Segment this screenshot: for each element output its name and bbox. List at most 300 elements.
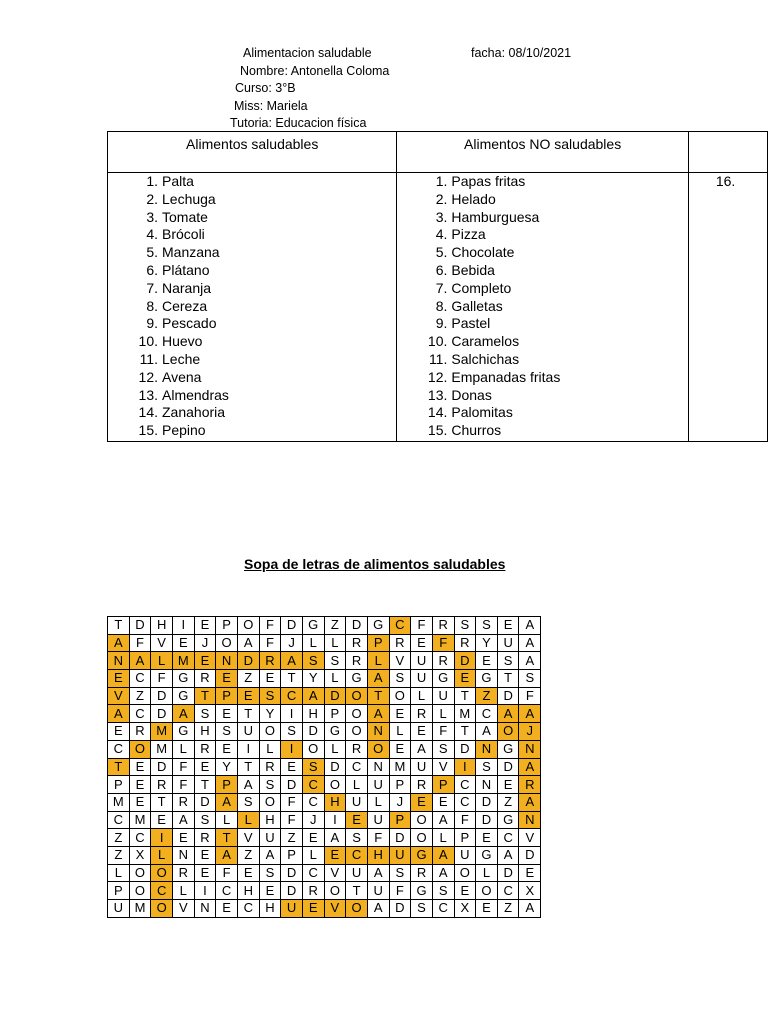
letter-cell[interactable]: H bbox=[302, 705, 324, 723]
letter-cell[interactable]: C bbox=[432, 900, 454, 918]
letter-cell[interactable]: L bbox=[476, 864, 498, 882]
letter-cell[interactable]: D bbox=[497, 864, 519, 882]
letter-cell[interactable]: R bbox=[454, 634, 476, 652]
letter-cell[interactable]: F bbox=[259, 617, 281, 635]
letter-cell[interactable]: E bbox=[519, 864, 541, 882]
letter-cell[interactable]: S bbox=[476, 617, 498, 635]
letter-cell[interactable]: T bbox=[454, 723, 476, 741]
letter-cell[interactable]: E bbox=[194, 617, 216, 635]
letter-cell[interactable]: D bbox=[302, 723, 324, 741]
letter-cell[interactable]: Y bbox=[216, 758, 238, 776]
letter-cell[interactable]: D bbox=[519, 846, 541, 864]
letter-cell[interactable]: A bbox=[519, 634, 541, 652]
letter-cell[interactable]: R bbox=[172, 864, 194, 882]
letter-cell[interactable]: I bbox=[454, 758, 476, 776]
letter-cell[interactable]: E bbox=[281, 758, 303, 776]
letter-cell[interactable]: N bbox=[216, 652, 238, 670]
letter-cell[interactable]: L bbox=[432, 705, 454, 723]
letter-cell[interactable]: G bbox=[497, 740, 519, 758]
letter-cell[interactable]: D bbox=[497, 758, 519, 776]
letter-cell[interactable]: E bbox=[108, 670, 130, 688]
letter-cell[interactable]: O bbox=[411, 829, 433, 847]
letter-cell[interactable]: S bbox=[476, 758, 498, 776]
letter-cell[interactable]: L bbox=[346, 776, 368, 794]
letter-cell[interactable]: N bbox=[519, 740, 541, 758]
letter-cell[interactable]: R bbox=[346, 652, 368, 670]
letter-cell[interactable]: O bbox=[302, 740, 324, 758]
letter-cell[interactable]: C bbox=[216, 882, 238, 900]
letter-cell[interactable]: U bbox=[281, 900, 303, 918]
letter-cell[interactable]: H bbox=[194, 723, 216, 741]
letter-cell[interactable]: P bbox=[389, 776, 411, 794]
letter-cell[interactable]: E bbox=[476, 829, 498, 847]
letter-cell[interactable]: Y bbox=[302, 670, 324, 688]
letter-cell[interactable]: R bbox=[259, 652, 281, 670]
letter-cell[interactable]: L bbox=[302, 846, 324, 864]
letter-cell[interactable]: D bbox=[454, 740, 476, 758]
letter-cell[interactable]: M bbox=[129, 900, 151, 918]
letter-cell[interactable]: T bbox=[237, 705, 259, 723]
letter-cell[interactable]: E bbox=[151, 811, 173, 829]
letter-cell[interactable]: E bbox=[259, 670, 281, 688]
letter-cell[interactable]: E bbox=[302, 900, 324, 918]
letter-cell[interactable]: Z bbox=[476, 687, 498, 705]
letter-cell[interactable]: A bbox=[497, 846, 519, 864]
letter-cell[interactable]: A bbox=[129, 652, 151, 670]
letter-cell[interactable]: C bbox=[302, 864, 324, 882]
letter-cell[interactable]: S bbox=[432, 740, 454, 758]
letter-cell[interactable]: U bbox=[237, 723, 259, 741]
letter-cell[interactable]: S bbox=[259, 776, 281, 794]
letter-cell[interactable]: U bbox=[367, 776, 389, 794]
letter-cell[interactable]: O bbox=[151, 900, 173, 918]
letter-cell[interactable]: R bbox=[151, 776, 173, 794]
letter-cell[interactable]: D bbox=[324, 687, 346, 705]
letter-cell[interactable]: E bbox=[454, 882, 476, 900]
letter-cell[interactable]: T bbox=[194, 776, 216, 794]
letter-cell[interactable]: L bbox=[389, 723, 411, 741]
letter-cell[interactable]: F bbox=[129, 634, 151, 652]
letter-cell[interactable]: C bbox=[497, 829, 519, 847]
letter-cell[interactable]: A bbox=[497, 705, 519, 723]
letter-cell[interactable]: D bbox=[389, 829, 411, 847]
letter-cell[interactable]: C bbox=[281, 687, 303, 705]
letter-cell[interactable]: S bbox=[281, 723, 303, 741]
letter-cell[interactable]: A bbox=[281, 652, 303, 670]
letter-cell[interactable]: S bbox=[237, 793, 259, 811]
letter-cell[interactable]: F bbox=[519, 687, 541, 705]
letter-cell[interactable]: I bbox=[324, 811, 346, 829]
letter-cell[interactable]: D bbox=[281, 776, 303, 794]
letter-cell[interactable]: M bbox=[389, 758, 411, 776]
letter-cell[interactable]: Y bbox=[259, 705, 281, 723]
letter-cell[interactable]: U bbox=[389, 846, 411, 864]
letter-cell[interactable]: O bbox=[129, 740, 151, 758]
letter-cell[interactable]: H bbox=[151, 617, 173, 635]
letter-cell[interactable]: A bbox=[108, 634, 130, 652]
letter-cell[interactable]: V bbox=[151, 634, 173, 652]
letter-cell[interactable]: E bbox=[411, 723, 433, 741]
letter-cell[interactable]: R bbox=[259, 758, 281, 776]
letter-cell[interactable]: M bbox=[172, 652, 194, 670]
letter-cell[interactable]: G bbox=[324, 723, 346, 741]
letter-cell[interactable]: M bbox=[454, 705, 476, 723]
letter-cell[interactable]: S bbox=[324, 652, 346, 670]
letter-cell[interactable]: G bbox=[172, 670, 194, 688]
letter-cell[interactable]: G bbox=[367, 617, 389, 635]
letter-cell[interactable]: A bbox=[476, 723, 498, 741]
letter-cell[interactable]: J bbox=[302, 811, 324, 829]
letter-cell[interactable]: C bbox=[454, 776, 476, 794]
letter-cell[interactable]: Z bbox=[497, 793, 519, 811]
letter-cell[interactable]: P bbox=[216, 617, 238, 635]
letter-cell[interactable]: V bbox=[324, 864, 346, 882]
letter-cell[interactable]: E bbox=[411, 634, 433, 652]
letter-cell[interactable]: J bbox=[194, 634, 216, 652]
letter-cell[interactable]: P bbox=[324, 705, 346, 723]
letter-cell[interactable]: E bbox=[129, 758, 151, 776]
letter-cell[interactable]: T bbox=[108, 617, 130, 635]
letter-cell[interactable]: E bbox=[324, 846, 346, 864]
letter-cell[interactable]: O bbox=[454, 864, 476, 882]
letter-cell[interactable]: L bbox=[172, 882, 194, 900]
letter-cell[interactable]: L bbox=[259, 740, 281, 758]
letter-cell[interactable]: L bbox=[411, 687, 433, 705]
letter-cell[interactable]: P bbox=[389, 811, 411, 829]
letter-cell[interactable]: E bbox=[194, 864, 216, 882]
letter-cell[interactable]: D bbox=[476, 811, 498, 829]
letter-cell[interactable]: G bbox=[476, 670, 498, 688]
letter-cell[interactable]: C bbox=[302, 776, 324, 794]
letter-cell[interactable]: X bbox=[129, 846, 151, 864]
letter-cell[interactable]: C bbox=[497, 882, 519, 900]
letter-cell[interactable]: J bbox=[389, 793, 411, 811]
letter-cell[interactable]: A bbox=[324, 829, 346, 847]
letter-cell[interactable]: C bbox=[389, 617, 411, 635]
letter-cell[interactable]: E bbox=[497, 617, 519, 635]
letter-cell[interactable]: A bbox=[432, 864, 454, 882]
letter-cell[interactable]: E bbox=[216, 900, 238, 918]
letter-cell[interactable]: E bbox=[129, 776, 151, 794]
letter-cell[interactable]: X bbox=[519, 882, 541, 900]
letter-cell[interactable]: G bbox=[172, 687, 194, 705]
letter-cell[interactable]: D bbox=[151, 758, 173, 776]
letter-cell[interactable]: R bbox=[411, 705, 433, 723]
letter-cell[interactable]: D bbox=[497, 687, 519, 705]
letter-cell[interactable]: P bbox=[281, 846, 303, 864]
letter-cell[interactable]: E bbox=[216, 670, 238, 688]
letter-cell[interactable]: E bbox=[237, 864, 259, 882]
letter-cell[interactable]: E bbox=[172, 634, 194, 652]
letter-cell[interactable]: E bbox=[346, 811, 368, 829]
letter-cell[interactable]: A bbox=[237, 776, 259, 794]
letter-cell[interactable]: F bbox=[151, 670, 173, 688]
letter-cell[interactable]: C bbox=[454, 793, 476, 811]
letter-cell[interactable]: E bbox=[389, 740, 411, 758]
letter-cell[interactable]: D bbox=[281, 617, 303, 635]
letter-cell[interactable]: G bbox=[302, 617, 324, 635]
letter-cell[interactable]: T bbox=[216, 829, 238, 847]
letter-cell[interactable]: O bbox=[346, 687, 368, 705]
letter-cell[interactable]: L bbox=[216, 811, 238, 829]
letter-cell[interactable]: G bbox=[411, 846, 433, 864]
letter-cell[interactable]: A bbox=[216, 793, 238, 811]
letter-cell[interactable]: N bbox=[194, 900, 216, 918]
letter-cell[interactable]: S bbox=[497, 652, 519, 670]
letter-cell[interactable]: G bbox=[411, 882, 433, 900]
letter-cell[interactable]: F bbox=[432, 723, 454, 741]
letter-cell[interactable]: L bbox=[432, 829, 454, 847]
letter-cell[interactable]: F bbox=[389, 882, 411, 900]
letter-cell[interactable]: A bbox=[259, 846, 281, 864]
letter-cell[interactable]: P bbox=[432, 776, 454, 794]
letter-cell[interactable]: T bbox=[194, 687, 216, 705]
letter-cell[interactable]: A bbox=[519, 617, 541, 635]
letter-cell[interactable]: H bbox=[259, 811, 281, 829]
letter-cell[interactable]: U bbox=[346, 793, 368, 811]
letter-cell[interactable]: H bbox=[237, 882, 259, 900]
letter-cell[interactable]: F bbox=[411, 617, 433, 635]
letter-cell[interactable]: G bbox=[346, 670, 368, 688]
letter-cell[interactable]: L bbox=[237, 811, 259, 829]
letter-cell[interactable]: T bbox=[367, 687, 389, 705]
letter-cell[interactable]: I bbox=[151, 829, 173, 847]
letter-cell[interactable]: O bbox=[346, 705, 368, 723]
letter-cell[interactable]: T bbox=[237, 758, 259, 776]
letter-cell[interactable]: E bbox=[389, 705, 411, 723]
letter-cell[interactable]: L bbox=[151, 652, 173, 670]
letter-cell[interactable]: O bbox=[346, 723, 368, 741]
letter-cell[interactable]: S bbox=[519, 670, 541, 688]
letter-cell[interactable]: M bbox=[108, 793, 130, 811]
letter-cell[interactable]: F bbox=[367, 829, 389, 847]
letter-cell[interactable]: R bbox=[194, 740, 216, 758]
letter-cell[interactable]: L bbox=[367, 652, 389, 670]
letter-cell[interactable]: O bbox=[259, 793, 281, 811]
letter-cell[interactable]: D bbox=[476, 793, 498, 811]
letter-cell[interactable]: U bbox=[411, 670, 433, 688]
letter-cell[interactable]: O bbox=[324, 882, 346, 900]
letter-cell[interactable]: E bbox=[432, 793, 454, 811]
letter-cell[interactable]: U bbox=[367, 882, 389, 900]
letter-cell[interactable]: D bbox=[324, 758, 346, 776]
letter-cell[interactable]: T bbox=[151, 793, 173, 811]
letter-cell[interactable]: A bbox=[172, 811, 194, 829]
letter-cell[interactable]: S bbox=[259, 687, 281, 705]
letter-cell[interactable]: A bbox=[302, 687, 324, 705]
letter-cell[interactable]: N bbox=[172, 846, 194, 864]
letter-cell[interactable]: O bbox=[129, 864, 151, 882]
letter-cell[interactable]: I bbox=[281, 740, 303, 758]
letter-cell[interactable]: R bbox=[432, 617, 454, 635]
letter-cell[interactable]: E bbox=[259, 882, 281, 900]
letter-cell[interactable]: A bbox=[519, 758, 541, 776]
letter-cell[interactable]: A bbox=[519, 793, 541, 811]
letter-cell[interactable]: V bbox=[108, 687, 130, 705]
letter-cell[interactable]: D bbox=[346, 617, 368, 635]
letter-cell[interactable]: C bbox=[151, 882, 173, 900]
letter-cell[interactable]: R bbox=[389, 634, 411, 652]
letter-cell[interactable]: S bbox=[389, 864, 411, 882]
letter-cell[interactable]: C bbox=[129, 829, 151, 847]
letter-cell[interactable]: C bbox=[346, 758, 368, 776]
letter-cell[interactable]: G bbox=[172, 723, 194, 741]
letter-cell[interactable]: O bbox=[324, 776, 346, 794]
letter-cell[interactable]: A bbox=[367, 864, 389, 882]
letter-cell[interactable]: C bbox=[108, 811, 130, 829]
letter-cell[interactable]: U bbox=[411, 758, 433, 776]
letter-cell[interactable]: R bbox=[346, 634, 368, 652]
letter-cell[interactable]: E bbox=[476, 652, 498, 670]
letter-cell[interactable]: L bbox=[302, 634, 324, 652]
letter-cell[interactable]: Z bbox=[108, 846, 130, 864]
letter-cell[interactable]: E bbox=[172, 829, 194, 847]
letter-cell[interactable]: R bbox=[411, 776, 433, 794]
letter-cell[interactable]: E bbox=[454, 670, 476, 688]
letter-cell[interactable]: C bbox=[302, 793, 324, 811]
letter-cell[interactable]: L bbox=[324, 670, 346, 688]
letter-cell[interactable]: V bbox=[519, 829, 541, 847]
letter-cell[interactable]: V bbox=[237, 829, 259, 847]
letter-cell[interactable]: O bbox=[151, 864, 173, 882]
letter-cell[interactable]: D bbox=[237, 652, 259, 670]
letter-cell[interactable]: A bbox=[519, 705, 541, 723]
letter-cell[interactable]: C bbox=[346, 846, 368, 864]
letter-cell[interactable]: O bbox=[411, 811, 433, 829]
letter-cell[interactable]: A bbox=[216, 846, 238, 864]
letter-cell[interactable]: P bbox=[108, 882, 130, 900]
letter-cell[interactable]: I bbox=[237, 740, 259, 758]
letter-cell[interactable]: H bbox=[367, 846, 389, 864]
letter-cell[interactable]: A bbox=[367, 900, 389, 918]
letter-cell[interactable]: N bbox=[367, 723, 389, 741]
letter-cell[interactable]: C bbox=[129, 705, 151, 723]
letter-cell[interactable]: I bbox=[194, 882, 216, 900]
letter-cell[interactable]: J bbox=[519, 723, 541, 741]
letter-cell[interactable]: X bbox=[454, 900, 476, 918]
letter-cell[interactable]: S bbox=[432, 882, 454, 900]
letter-cell[interactable]: M bbox=[129, 811, 151, 829]
letter-cell[interactable]: G bbox=[432, 670, 454, 688]
letter-cell[interactable]: N bbox=[476, 740, 498, 758]
letter-cell[interactable]: N bbox=[519, 811, 541, 829]
letter-cell[interactable]: A bbox=[432, 846, 454, 864]
letter-cell[interactable]: D bbox=[151, 705, 173, 723]
letter-cell[interactable]: R bbox=[346, 740, 368, 758]
letter-cell[interactable]: A bbox=[519, 900, 541, 918]
letter-cell[interactable]: O bbox=[367, 740, 389, 758]
letter-cell[interactable]: V bbox=[324, 900, 346, 918]
letter-cell[interactable]: O bbox=[476, 882, 498, 900]
letter-cell[interactable]: E bbox=[129, 793, 151, 811]
letter-cell[interactable]: T bbox=[281, 670, 303, 688]
letter-cell[interactable]: C bbox=[129, 670, 151, 688]
letter-cell[interactable]: V bbox=[432, 758, 454, 776]
letter-cell[interactable]: R bbox=[302, 882, 324, 900]
letter-cell[interactable]: A bbox=[237, 634, 259, 652]
letter-cell[interactable]: P bbox=[108, 776, 130, 794]
letter-cell[interactable]: L bbox=[324, 634, 346, 652]
letter-cell[interactable]: R bbox=[194, 670, 216, 688]
letter-cell[interactable]: A bbox=[519, 652, 541, 670]
letter-cell[interactable]: N bbox=[108, 652, 130, 670]
letter-cell[interactable]: A bbox=[172, 705, 194, 723]
letter-cell[interactable]: T bbox=[454, 687, 476, 705]
letter-cell[interactable]: L bbox=[367, 793, 389, 811]
letter-cell[interactable]: P bbox=[367, 634, 389, 652]
letter-cell[interactable]: P bbox=[216, 776, 238, 794]
letter-cell[interactable]: E bbox=[302, 829, 324, 847]
letter-cell[interactable]: L bbox=[108, 864, 130, 882]
letter-cell[interactable]: U bbox=[346, 864, 368, 882]
letter-cell[interactable]: S bbox=[389, 670, 411, 688]
letter-cell[interactable]: V bbox=[389, 652, 411, 670]
letter-cell[interactable]: V bbox=[172, 900, 194, 918]
letter-cell[interactable]: Z bbox=[108, 829, 130, 847]
letter-cell[interactable]: S bbox=[454, 617, 476, 635]
letter-cell[interactable]: H bbox=[259, 900, 281, 918]
letter-cell[interactable]: U bbox=[432, 687, 454, 705]
letter-cell[interactable]: F bbox=[454, 811, 476, 829]
letter-cell[interactable]: A bbox=[367, 705, 389, 723]
letter-cell[interactable]: S bbox=[194, 811, 216, 829]
letter-cell[interactable]: L bbox=[324, 740, 346, 758]
letter-cell[interactable]: O bbox=[129, 882, 151, 900]
letter-cell[interactable]: S bbox=[259, 864, 281, 882]
letter-cell[interactable]: H bbox=[324, 793, 346, 811]
letter-cell[interactable]: S bbox=[302, 652, 324, 670]
letter-cell[interactable]: E bbox=[194, 652, 216, 670]
letter-cell[interactable]: A bbox=[367, 670, 389, 688]
letter-cell[interactable]: D bbox=[129, 617, 151, 635]
letter-cell[interactable]: R bbox=[432, 652, 454, 670]
letter-cell[interactable]: D bbox=[454, 652, 476, 670]
letter-cell[interactable]: O bbox=[216, 634, 238, 652]
letter-cell[interactable]: E bbox=[216, 705, 238, 723]
letter-cell[interactable]: E bbox=[497, 776, 519, 794]
letter-cell[interactable]: E bbox=[476, 900, 498, 918]
letter-cell[interactable]: C bbox=[237, 900, 259, 918]
letter-cell[interactable]: E bbox=[411, 793, 433, 811]
letter-cell[interactable]: O bbox=[389, 687, 411, 705]
letter-cell[interactable]: A bbox=[411, 740, 433, 758]
letter-cell[interactable]: R bbox=[194, 829, 216, 847]
letter-cell[interactable]: U bbox=[108, 900, 130, 918]
letter-cell[interactable]: F bbox=[432, 634, 454, 652]
letter-cell[interactable]: U bbox=[497, 634, 519, 652]
letter-cell[interactable]: S bbox=[194, 705, 216, 723]
letter-cell[interactable]: R bbox=[129, 723, 151, 741]
letter-cell[interactable]: C bbox=[108, 740, 130, 758]
letter-cell[interactable]: Z bbox=[129, 687, 151, 705]
letter-cell[interactable]: D bbox=[281, 882, 303, 900]
letter-cell[interactable]: N bbox=[476, 776, 498, 794]
letter-cell[interactable]: I bbox=[281, 705, 303, 723]
letter-cell[interactable]: Y bbox=[476, 634, 498, 652]
letter-cell[interactable]: E bbox=[237, 687, 259, 705]
letter-cell[interactable]: U bbox=[259, 829, 281, 847]
letter-cell[interactable]: E bbox=[194, 758, 216, 776]
letter-cell[interactable]: R bbox=[172, 793, 194, 811]
letter-cell[interactable]: P bbox=[216, 687, 238, 705]
letter-cell[interactable]: F bbox=[216, 864, 238, 882]
letter-cell[interactable]: U bbox=[454, 846, 476, 864]
letter-cell[interactable]: A bbox=[108, 705, 130, 723]
letter-cell[interactable]: D bbox=[151, 687, 173, 705]
letter-cell[interactable]: N bbox=[367, 758, 389, 776]
letter-cell[interactable]: O bbox=[237, 617, 259, 635]
letter-cell[interactable]: M bbox=[151, 740, 173, 758]
